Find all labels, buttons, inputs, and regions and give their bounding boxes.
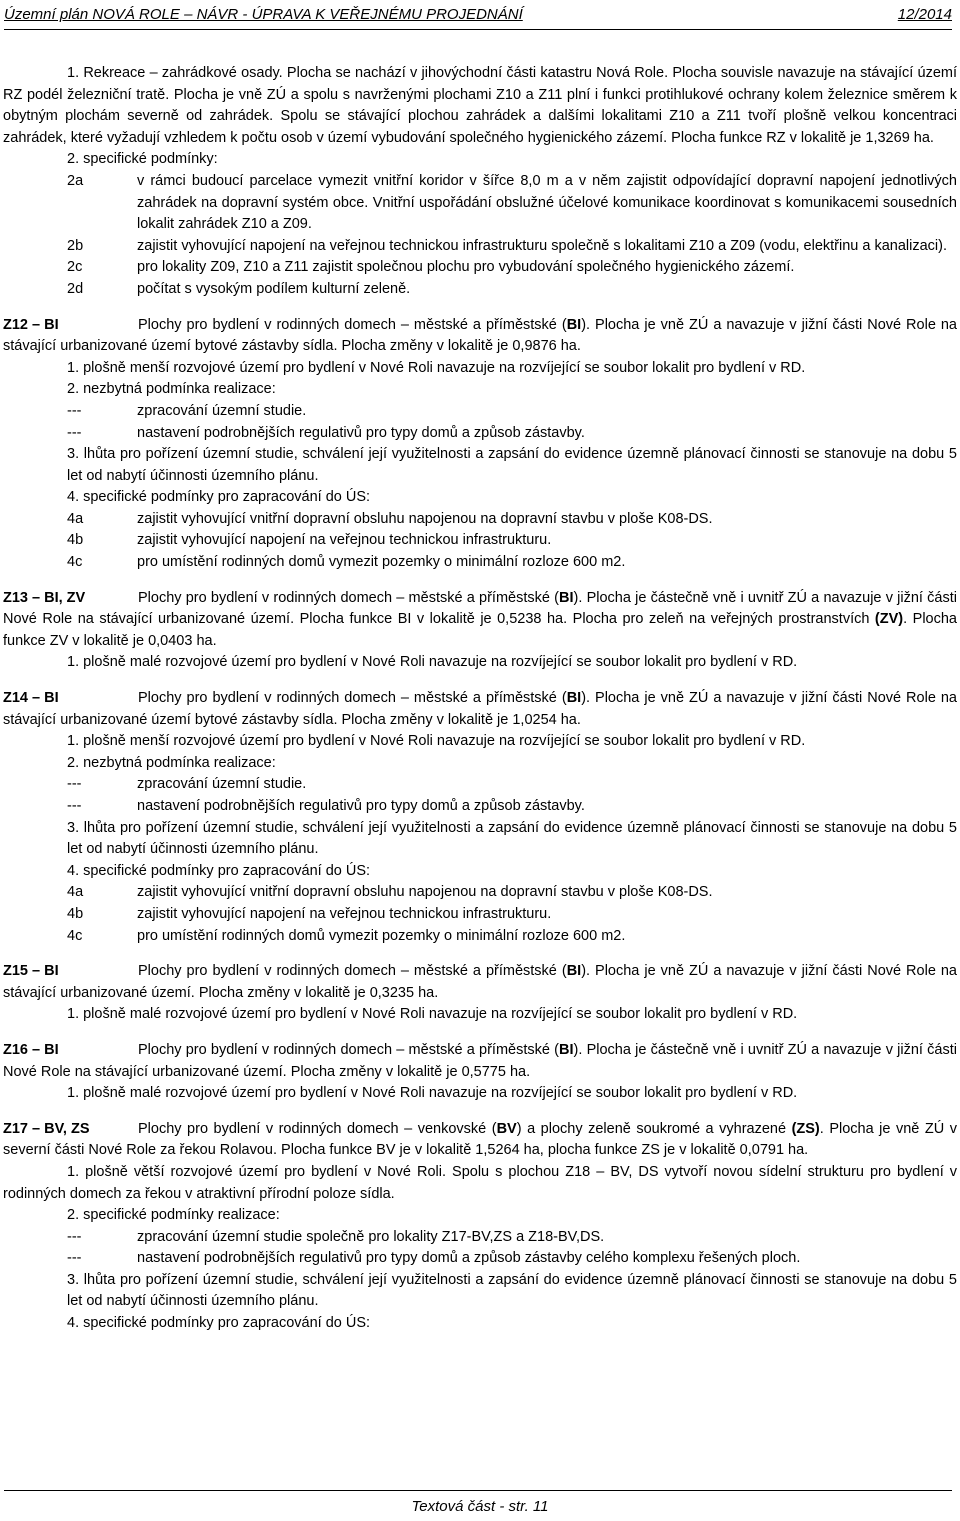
section-code: Z12 – BI	[3, 316, 59, 333]
item-key: 4c	[67, 927, 83, 944]
function-code: BI	[566, 690, 582, 707]
section-intro	[3, 961, 957, 1004]
intro-text: ). Plocha je vně ZÚ a navazuje v jižní části Nové Role na stávající urbanizované území bytové zástavby sídla. Plocha změny v lokalitě je 1,0254 ha.	[3, 690, 957, 728]
section-intro	[3, 1119, 957, 1162]
item-text: v rámci budoucí parcelace vymezit vnitřní koridor v šířce 8,0 m a v něm zajistit odpovídající dopravní napojení jednotlivých zahrádek na dopravní systém obce. Vnitřní uspořádání obslužné účelové komunikace koordinovat s komunikacemi sousedních lokalit zahrádek Z10 a Z09.	[137, 172, 957, 233]
item-text: zpracování územní studie společně pro lokality Z17-BV,ZS a Z18-BV,DS.	[137, 1228, 605, 1245]
condition: 1. plošně malé rozvojové území pro bydlení v Nové Roli navazuje na rozvíjející se soubor lokalit pro bydlení v RD.	[67, 1006, 798, 1023]
list-item	[3, 552, 957, 574]
list-item	[3, 1227, 957, 1249]
list-item	[3, 796, 957, 818]
intro-text: ). Plocha je vně ZÚ a navazuje v jižní části Nové Role na stávající urbanizované území bytové zástavby sídla. Plocha změny v lokalitě je 0,9876 ha.	[3, 316, 957, 355]
item-text: zajistit vyhovující napojení na veřejnou technickou infrastrukturu.	[137, 532, 552, 549]
condition: 1. plošně větší rozvojové území pro bydlení v Nové Roli. Spolu s plochou Z18 – BV, DS vytvoří novou sídelní strukturu pro bydlení v rodinných domech za řekou v atraktivní přírodní poloze sídla.	[3, 1163, 957, 1202]
item-text: zajistit vyhovující vnitřní dopravní obsluhu napojenou na dopravní stavbu v ploše K08-DS.	[137, 510, 713, 527]
intro-text: Plochy pro bydlení v rodinných domech – městské a příměstské (	[138, 690, 567, 707]
document-body	[3, 63, 957, 1335]
function-code: BI	[566, 963, 582, 980]
item-text: nastavení podrobnějších regulativů pro typy domů a způsob zástavby.	[137, 798, 585, 814]
list-item	[3, 509, 957, 531]
list-item	[3, 882, 957, 904]
condition: 2. specifické podmínky realizace:	[67, 1207, 280, 1224]
item-text: počítat s vysokým podílem kulturní zeleně.	[137, 280, 411, 297]
item-key: 4b	[67, 905, 84, 922]
function-code: BV	[496, 1120, 517, 1137]
item-key: 4c	[67, 554, 83, 571]
list-item	[3, 257, 957, 279]
section-code: Z13 – BI, ZV	[3, 589, 86, 606]
section-intro	[3, 1040, 957, 1083]
function-code: BI	[566, 316, 582, 333]
item-text: zpracování územní studie.	[137, 776, 307, 793]
item-text: zajistit vyhovující napojení na veřejnou technickou infrastrukturu společně s lokalitami Z10 a Z09 (vodu, elektřinu a kanalizaci).	[137, 237, 947, 254]
list-item	[3, 530, 957, 552]
list-item	[3, 1248, 957, 1270]
item-text: zajistit vyhovující vnitřní dopravní obsluhu napojenou na dopravní stavbu v ploše K08-DS.	[137, 884, 713, 901]
item-key: 4a	[67, 510, 84, 527]
intro-text: ). Plocha je vně ZÚ a navazuje v jižní části Nové Role na stávající urbanizované území. Plocha změny v lokalitě je 0,3235 ha.	[3, 963, 957, 1001]
item-key: ---	[67, 402, 82, 419]
section-intro	[3, 588, 957, 653]
condition: 3. lhůta pro pořízení územní studie, schválení její využitelnosti a zapsání do evidence územně plánovací činnosti se stanovuje na dobu 5 let od nabytí účinnosti územního plánu.	[67, 446, 957, 484]
document-title: Územní plán NOVÁ ROLE – NÁVR - ÚPRAVA K VEŘEJNÉMU PROJEDNÁNÍ	[4, 6, 523, 23]
condition: 3. lhůta pro pořízení územní studie, schválení její využitelnosti a zapsání do evidence územně plánovací činnosti se stanovuje na dobu 5 let od nabytí účinnosti územního plánu.	[67, 819, 957, 858]
list-item	[3, 423, 957, 445]
list-item	[3, 279, 957, 301]
function-code: (ZS)	[791, 1120, 820, 1137]
item-key: 2c	[67, 259, 83, 276]
section-code: Z14 – BI	[3, 690, 59, 707]
item-text: pro umístění rodinných domů vymezit pozemky o minimální rozloze 600 m2.	[137, 927, 626, 944]
list-item	[3, 904, 957, 926]
section-z15	[3, 961, 957, 1026]
item-key: 2a	[67, 172, 84, 189]
item-text: nastavení podrobnějších regulativů pro typy domů a způsob zástavby.	[137, 424, 585, 441]
intro-text: ). Plocha je částečně vně i uvnitř ZÚ a navazuje v jižní části Nové Role na stávající urbanizované území. Plocha funkce BI v lokalitě je 0,5238 ha. Plocha pro zeleň na veřejných prostranstvích	[3, 589, 957, 628]
intro-text: Plochy pro bydlení v rodinných domech – městské a příměstské (	[138, 316, 567, 333]
intro-text: ) a plochy zeleně soukromé a vyhrazené	[516, 1120, 792, 1137]
item-key: ---	[67, 776, 82, 793]
intro-text: Plochy pro bydlení v rodinných domech – městské a příměstské (	[138, 963, 567, 980]
intro-text: . Plocha je vně ZÚ v severní části Nové Role za řekou Rolavou. Plocha funkce BV je v lokalitě 1,5264 ha, plocha funkce ZS je v lokalitě 0,0791 ha.	[3, 1120, 958, 1159]
page-header	[4, 3, 952, 30]
item-key: 4a	[67, 884, 84, 901]
item-key: 2b	[67, 237, 84, 254]
item-text: pro umístění rodinných domů vymezit pozemky o minimální rozloze 600 m2.	[137, 554, 626, 571]
list-item	[3, 774, 957, 796]
item-key: 4b	[67, 532, 84, 549]
page-footer: Textová část - str. 11	[411, 1498, 549, 1515]
item-text: pro lokality Z09, Z10 a Z11 zajistit společnou plochu pro vybudování společného hygienického zázemí.	[137, 259, 795, 276]
condition: 3. lhůta pro pořízení územní studie, schválení její využitelnosti a zapsání do evidence územně plánovací činnosti se stanovuje na dobu 5 let od nabytí účinnosti územního plánu.	[67, 1271, 957, 1310]
condition: 2. nezbytná podmínka realizace:	[67, 754, 276, 771]
item-key: 2d	[67, 280, 84, 297]
section-z12	[3, 315, 957, 574]
section-z16	[3, 1040, 957, 1105]
list-heading: 2. specifické podmínky:	[67, 151, 218, 168]
condition: 4. specifické podmínky pro zapracování do ÚS:	[67, 489, 371, 506]
section-rz	[3, 63, 957, 301]
condition: 1. plošně menší rozvojové území pro bydlení v Nové Roli navazuje na rozvíjející se soubor lokalit pro bydlení v RD.	[67, 733, 806, 750]
section-code: Z15 – BI	[3, 963, 59, 980]
condition: 4. specifické podmínky pro zapracování do ÚS:	[67, 862, 371, 879]
item-text: zpracování územní studie.	[137, 402, 307, 419]
section-z17	[3, 1119, 957, 1335]
section-intro	[3, 688, 957, 731]
intro-text: . Plocha funkce ZV v lokalitě je 0,0403 ha.	[3, 611, 957, 649]
item-key: ---	[67, 424, 82, 441]
condition: 1. plošně malé rozvojové území pro bydlení v Nové Roli navazuje na rozvíjející se soubor lokalit pro bydlení v RD.	[67, 654, 798, 671]
list-item	[3, 171, 957, 236]
condition: 4. specifické podmínky pro zapracování do ÚS:	[67, 1315, 371, 1332]
document-date: 12/2014	[897, 6, 952, 23]
paragraph: 1. Rekreace – zahrádkové osady. Plocha se nachází v jihovýchodní části katastru Nová Role. Plocha souvisle navazuje na stávající území RZ podél železniční tratě. Plocha je vně ZÚ a spolu s navrženými plochami Z10 a Z11 plní i funkci protihlukové ochrany kolem železnice směrem k obytným plochám severně od zahrádek. Spolu se stávající plochou zahrádek a dalšími lokalitami Z10 a Z11 tvoří plošně velkou koncentraci zahrádek, které vyžadují vzhledem k počtu osob v území vybudování společného hygienického zázemí. Plocha funkce RZ v lokalitě je 1,3269 ha.	[3, 65, 957, 146]
item-text: nastavení podrobnějších regulativů pro typy domů a způsob zástavby celého komplexu řešených ploch.	[137, 1250, 801, 1267]
item-key: ---	[67, 1228, 82, 1245]
condition: 1. plošně menší rozvojové území pro bydlení v Nové Roli navazuje na rozvíjející se soubor lokalit pro bydlení v RD.	[67, 359, 806, 376]
item-text: zajistit vyhovující napojení na veřejnou technickou infrastrukturu.	[137, 905, 552, 922]
intro-text: Plochy pro bydlení v rodinných domech – městské a příměstské (	[138, 589, 559, 606]
footer-divider	[4, 1490, 952, 1491]
intro-text: Plochy pro bydlení v rodinných domech – venkovské (	[138, 1120, 497, 1137]
intro-text: Plochy pro bydlení v rodinných domech – městské a příměstské (	[138, 1041, 559, 1058]
section-intro	[3, 315, 957, 358]
function-code: BI	[559, 589, 574, 606]
item-key: ---	[67, 798, 82, 814]
list-item	[3, 236, 957, 258]
function-code: BI	[559, 1041, 574, 1058]
section-z14	[3, 688, 957, 947]
section-z13	[3, 588, 957, 674]
section-code: Z16 – BI	[3, 1041, 59, 1058]
condition: 2. nezbytná podmínka realizace:	[67, 381, 276, 398]
item-key: ---	[67, 1250, 82, 1267]
section-code: Z17 – BV, ZS	[3, 1120, 90, 1137]
intro-text: ). Plocha je částečně vně i uvnitř ZÚ a navazuje v jižní části Nové Role na stávající urbanizované území. Plocha změny v lokalitě je 0,5775 ha.	[3, 1041, 957, 1080]
list-item	[3, 401, 957, 423]
condition: 1. plošně malé rozvojové území pro bydlení v Nové Roli navazuje na rozvíjející se soubor lokalit pro bydlení v RD.	[67, 1085, 798, 1102]
function-code: (ZV)	[874, 611, 904, 628]
list-item	[3, 926, 957, 948]
